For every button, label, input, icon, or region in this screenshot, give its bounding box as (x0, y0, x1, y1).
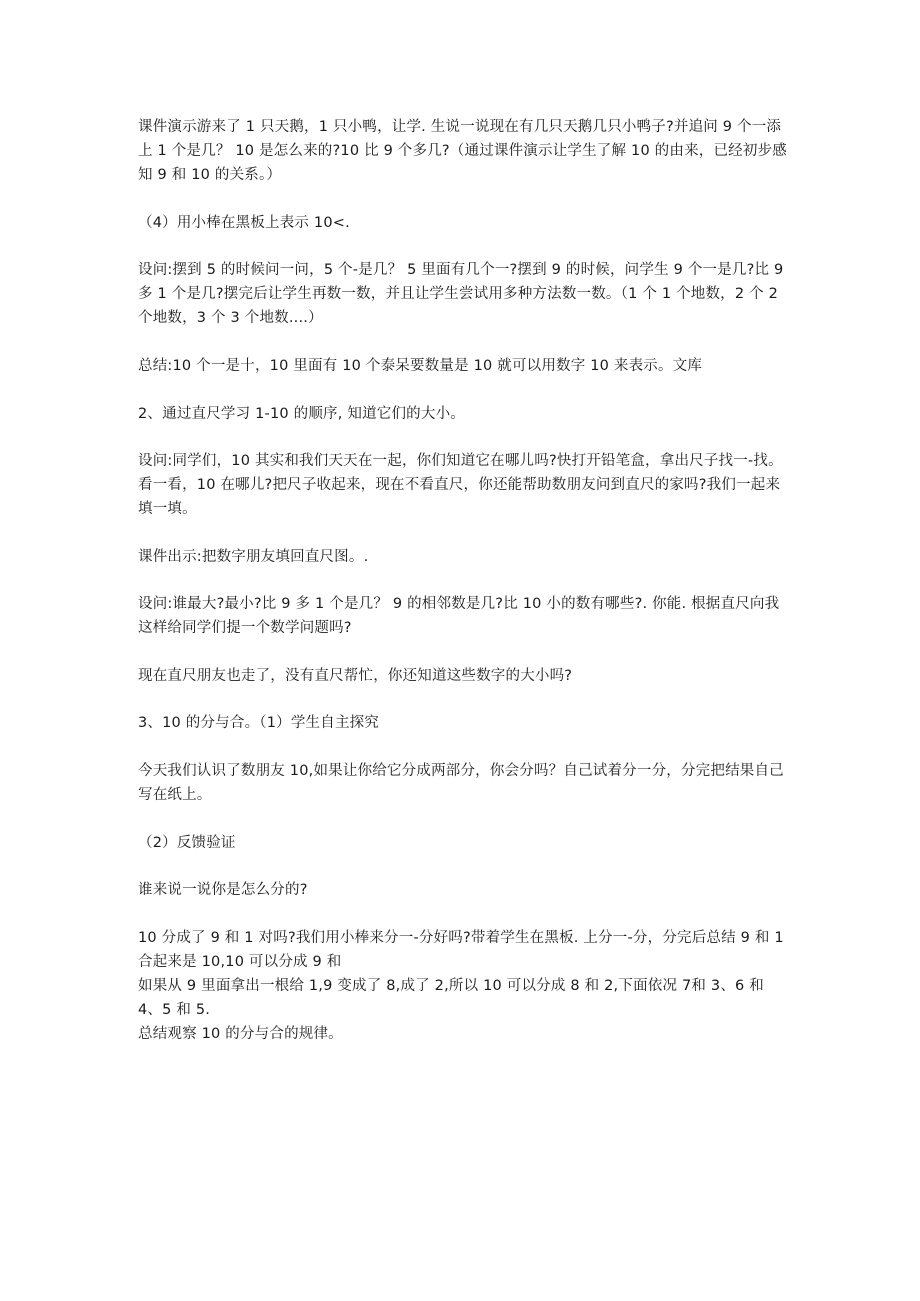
paragraph-15: 如果从 9 里面拿出一根给 1,9 变成了 8,成了 2,所以 10 可以分成 8 和 2,下面依况 7和 3、6 和 4、5 和 5. (138, 978, 764, 1018)
paragraph-11: 今天我们认识了数朋友 10,如果让你给它分成两部分，你会分吗？自己试着分一分，分完把结果自己写在纸上。 (138, 763, 784, 803)
paragraph-4: 总结:10 个一是十，10 里面有 10 个泰呆要数量是 10 就可以用数字 10 来表示。文库 (138, 358, 703, 374)
paragraph-10: 3、10 的分与合。（1）学生自主探究 (138, 715, 380, 731)
paragraph-6: 设问:同学们，10 其实和我们天天在一起，你们知道它在哪儿吗?快打开铅笔盒，拿出尺子找一-找。看一看，10 在哪儿?把尺子收起来，现在不看直尺，你还能帮助数朋友问到直尺的家吗?我们一起来填一填。 (138, 453, 783, 517)
paragraph-12: （2）反馈验证 (138, 835, 236, 851)
paragraph-3: 设问:摆到 5 的时候问一问，5 个-是几？ 5 里面有几个一?摆到 9 的时候，问学生 9 个一是几?比 9 多 1 个是几?摆完后让学生再数一数，并且让学生尝试用多种方法数一数。（1 个 1 个地数，2 个 2 个地数，3 个 3 个地数....） (138, 262, 784, 326)
paragraph-5: 2、通过直尺学习 1-10 的顺序, 知道它们的大小。 (138, 406, 465, 422)
paragraph-7: 课件出示:把数字朋友填回直尺图。. (138, 549, 369, 565)
paragraph-8: 设问:谁最大?最小?比 9 多 1 个是几？ 9 的相邻数是几?比 10 小的数有哪些?. 你能. 根据直尺向我这样给同学们提一个数学问题吗? (138, 596, 780, 636)
paragraph-9: 现在直尺朋友也走了，没有直尺帮忙，你还知道这些数字的大小吗? (138, 668, 573, 684)
paragraph-13: 谁来说一说你是怎么分的? (138, 882, 308, 898)
paragraph-14: 10 分成了 9 和 1 对吗?我们用小棒来分一-分好吗?带着学生在黑板. 上分一-分，分完后总结 9 和 1 合起来是 10,10 可以分成 9 和 (138, 930, 784, 970)
paragraph-16: 总结观察 10 的分与合的规律。 (138, 1026, 343, 1042)
paragraph-2: （4）用小棒在黑板上表示 10<. (138, 215, 350, 231)
paragraph-1: 课件演示游来了 1 只天鹅，1 只小鸭，让学. 生说一说现在有几只天鹅几只小鸭子?并追问 9 个一添上 1 个是几？ 10 是怎么来的?10 比 9 个多几?（通过课件演示让学生了解 10 的由来，已经初步感知 9 和 10 的关系。） (138, 119, 787, 183)
